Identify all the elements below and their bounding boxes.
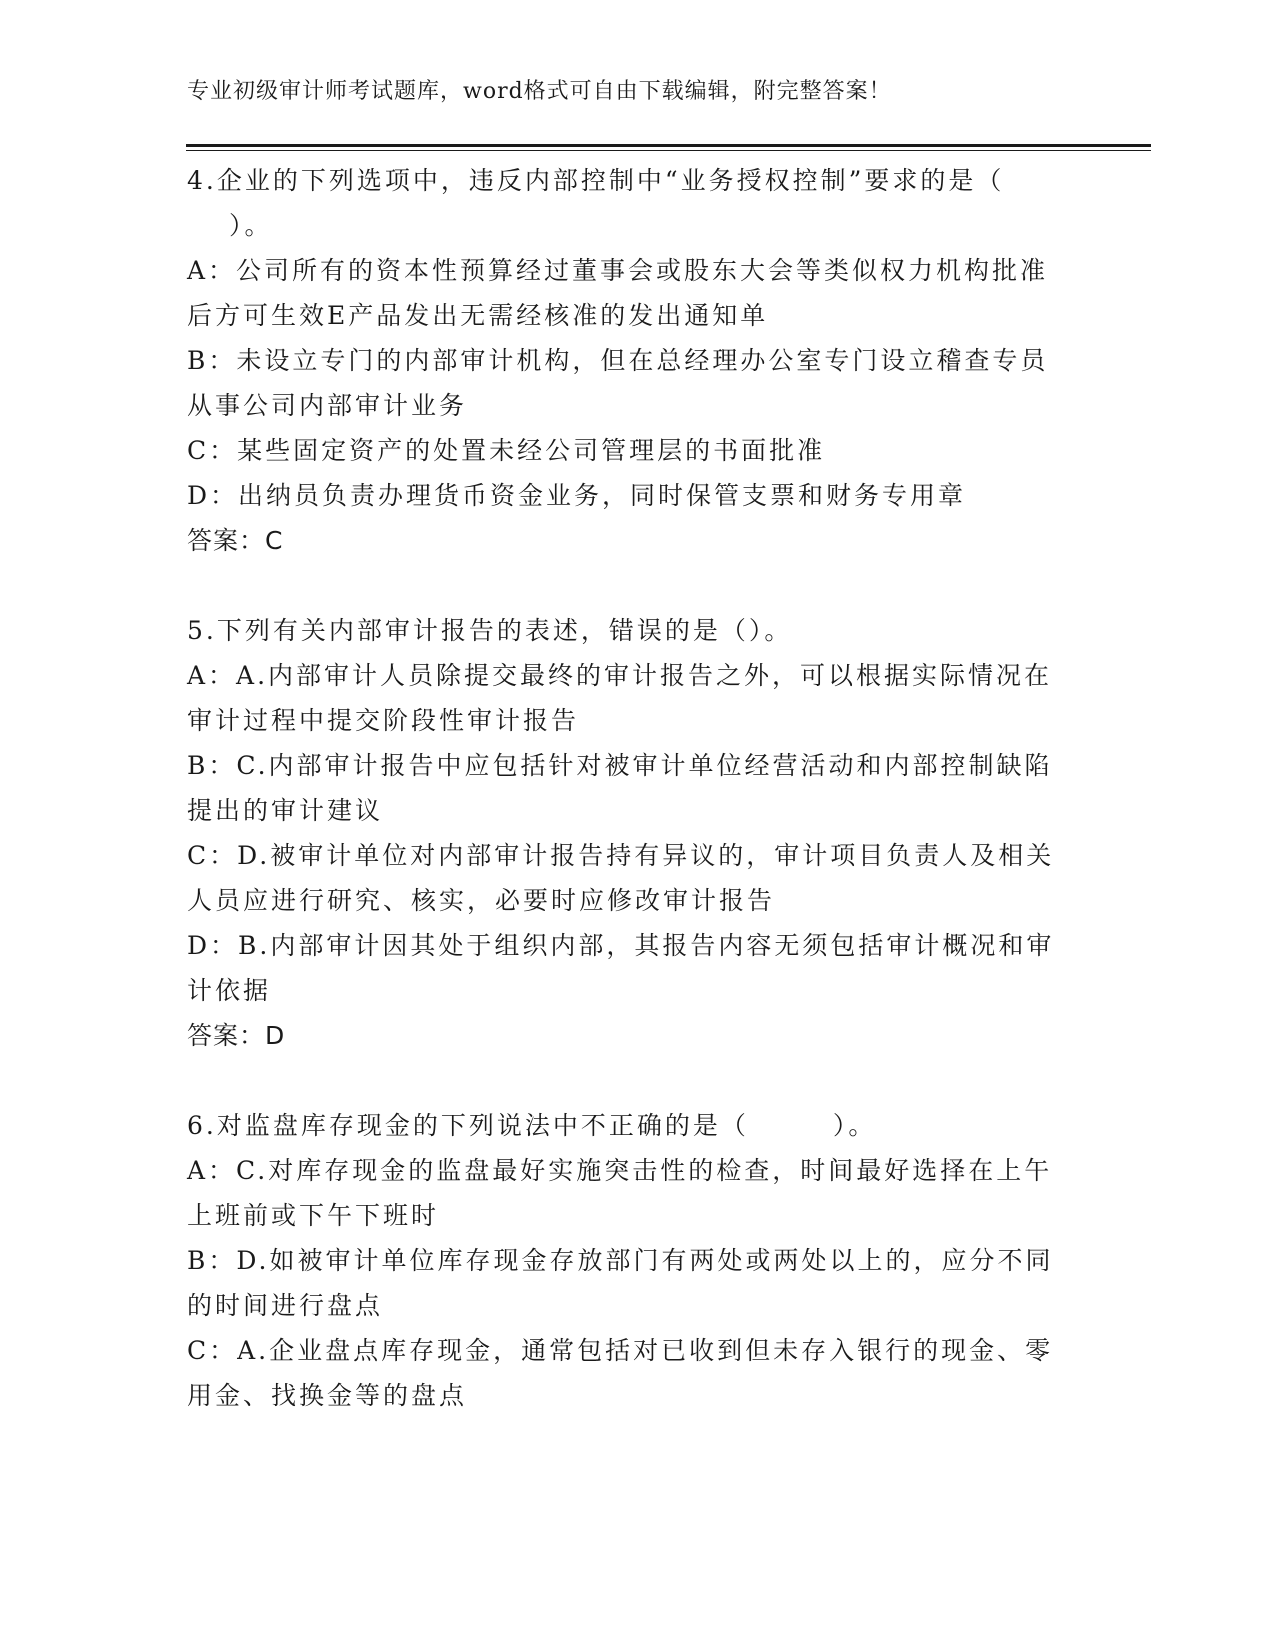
question-stem: 4.企业的下列选项中，违反内部控制中“业务授权控制”要求的是（: [187, 166, 1005, 195]
question-stem: 5.下列有关内部审计报告的表述，错误的是（）。: [187, 616, 793, 645]
spacer: [187, 1058, 1067, 1103]
option-line: 计依据: [187, 976, 272, 1005]
option-line: D：B.内部审计因其处于组织内部，其报告内容无须包括审计概况和审: [187, 931, 1055, 960]
answer-label: 答案：D: [187, 1021, 286, 1050]
option-line: 人员应进行研究、核实，必要时应修改审计报告: [187, 886, 776, 915]
option-b: [187, 743, 1067, 833]
option-line: 从事公司内部审计业务: [187, 391, 468, 420]
option-a: [187, 248, 1067, 338]
option-line: 后方可生效E产品发出无需经核准的发出通知单: [187, 301, 769, 330]
answer-label: 答案：C: [187, 526, 284, 555]
question-stem: 6.对监盘库存现金的下列说法中不正确的是（ ）。: [187, 1111, 877, 1140]
option-d: [187, 923, 1067, 1013]
header-rule-thin: [186, 150, 1151, 151]
question-list: [187, 158, 1067, 1418]
option-c: [187, 1328, 1067, 1418]
option-d: [187, 473, 1067, 518]
option-line: C：D.被审计单位对内部审计报告持有异议的，审计项目负责人及相关: [187, 841, 1055, 870]
option-line: D：出纳员负责办理货币资金业务，同时保管支票和财务专用章: [187, 481, 967, 510]
question-stem: ）。: [229, 211, 273, 240]
option-line: C：某些固定资产的处置未经公司管理层的书面批准: [187, 436, 826, 465]
option-line: B：D.如被审计单位库存现金存放部门有两处或两处以上的，应分不同: [187, 1246, 1054, 1275]
header-rule-thick: [186, 144, 1151, 147]
question-6: [187, 1103, 1067, 1418]
question-5: [187, 608, 1067, 1058]
page-header: 专业初级审计师考试题库，word格式可自由下载编辑，附完整答案！: [187, 79, 892, 104]
option-line: B：C.内部审计报告中应包括针对被审计单位经营活动和内部控制缺陷: [187, 751, 1053, 780]
option-line: 的时间进行盘点: [187, 1291, 384, 1320]
option-line: A：公司所有的资本性预算经过董事会或股东大会等类似权力机构批准: [187, 256, 1049, 285]
option-line: 用金、找换金等的盘点: [187, 1381, 468, 1410]
option-line: C：A.企业盘点库存现金，通常包括对已收到但未存入银行的现金、零: [187, 1336, 1054, 1365]
question-4: [187, 158, 1067, 563]
option-a: [187, 653, 1067, 743]
option-c: [187, 428, 1067, 473]
option-line: A：C.对库存现金的监盘最好实施突击性的检查，时间最好选择在上午: [187, 1156, 1053, 1185]
spacer: [187, 563, 1067, 608]
option-c: [187, 833, 1067, 923]
option-b: [187, 1238, 1067, 1328]
option-line: B：未设立专门的内部审计机构，但在总经理办公室专门设立稽查专员: [187, 346, 1049, 375]
option-line: 审计过程中提交阶段性审计报告: [187, 706, 580, 735]
option-b: [187, 338, 1067, 428]
option-a: [187, 1148, 1067, 1238]
option-line: A：A.内部审计人员除提交最终的审计报告之外，可以根据实际情况在: [187, 661, 1053, 690]
option-line: 提出的审计建议: [187, 796, 384, 825]
option-line: 上班前或下午下班时: [187, 1201, 440, 1230]
